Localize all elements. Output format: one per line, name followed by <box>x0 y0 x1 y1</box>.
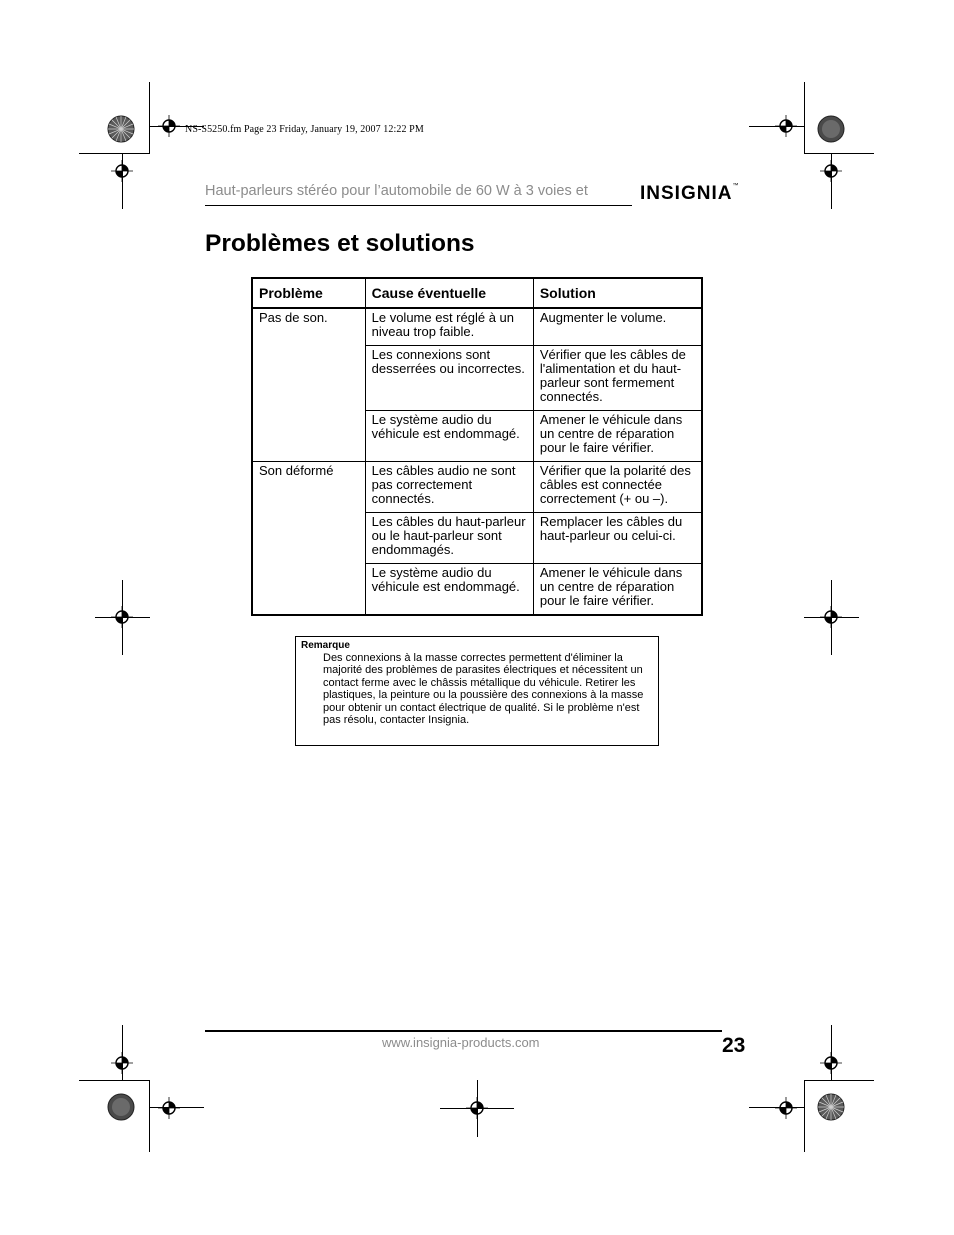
cause-cell: Le système audio du véhicule est endommagé. <box>365 564 533 616</box>
solution-cell: Vérifier que les câbles de l'alimentation et du haut-parleur sont fermement connectés. <box>533 346 702 411</box>
registration-target-icon <box>111 606 133 628</box>
footer-url: www.insignia-products.com <box>382 1035 540 1050</box>
registration-target-icon <box>775 1097 797 1119</box>
registration-target-icon <box>466 1097 488 1119</box>
column-header-cause: Cause éventuelle <box>365 278 533 308</box>
column-header-problem: Problème <box>252 278 365 308</box>
crop-line <box>804 82 805 154</box>
crop-line <box>804 153 874 154</box>
table-header-row <box>252 278 702 308</box>
page-number: 23 <box>722 1034 746 1057</box>
insignia-logo <box>640 183 738 205</box>
note-text: Des connexions à la masse correctes permettent d'éliminer la majorité des problèmes de parasites électriques et nécessitent un contact ferme avec le châssis métallique du véhicule. Retirer les plastiques, la peinture ou la poussière des connexions à la masse pour obtenir un contact électrique de qualité. Si le problème n'est pas résolu, contacter Insignia. <box>323 652 644 727</box>
registration-target-icon <box>820 160 842 182</box>
cause-cell: Les câbles audio ne sont pas correctement connectés. <box>365 462 533 513</box>
crop-line <box>804 1080 805 1152</box>
problem-cell: Pas de son. <box>252 308 365 462</box>
registration-target-icon <box>111 160 133 182</box>
print-rosette-icon <box>107 1093 135 1121</box>
column-header-solution: Solution <box>533 278 702 308</box>
registration-target-icon <box>158 1097 180 1119</box>
registration-target-icon <box>820 606 842 628</box>
running-header-title: Haut-parleurs stéréo pour l’automobile de 60 W à 3 voies et <box>205 183 588 199</box>
print-rosette-icon <box>817 115 845 143</box>
solution-cell: Amener le véhicule dans un centre de réparation pour le faire vérifier. <box>533 564 702 616</box>
crop-line <box>149 1080 150 1152</box>
registration-target-icon <box>158 115 180 137</box>
registration-target-icon <box>820 1052 842 1074</box>
registration-target-icon <box>111 1052 133 1074</box>
troubleshooting-table <box>251 277 703 616</box>
note-label: Remarque <box>301 640 350 651</box>
cause-cell: Le volume est réglé à un niveau trop faible. <box>365 308 533 346</box>
logo-text: INSIGNIA <box>640 183 733 204</box>
footer-rule <box>205 1030 722 1032</box>
print-rosette-icon <box>107 115 135 143</box>
cause-cell: Les câbles du haut-parleur ou le haut-parleur sont endommagés. <box>365 513 533 564</box>
header-rule <box>205 205 632 206</box>
solution-cell: Augmenter le volume. <box>533 308 702 346</box>
crop-line <box>79 153 149 154</box>
solution-cell: Remplacer les câbles du haut-parleur ou celui-ci. <box>533 513 702 564</box>
cause-cell: Le système audio du véhicule est endommagé. <box>365 411 533 462</box>
logo-trademark: ™ <box>732 183 739 189</box>
solution-cell: Amener le véhicule dans un centre de réparation pour le faire vérifier. <box>533 411 702 462</box>
crop-line <box>79 1080 149 1081</box>
print-rosette-icon <box>817 1093 845 1121</box>
page-title: Problèmes et solutions <box>205 230 475 257</box>
solution-cell: Vérifier que la polarité des câbles est connectée correctement (+ ou –). <box>533 462 702 513</box>
table-row <box>252 308 702 346</box>
print-slug: NS-S5250.fm Page 23 Friday, January 19, 2007 12:22 PM <box>185 124 424 135</box>
registration-target-icon <box>775 115 797 137</box>
table-row <box>252 462 702 513</box>
crop-line <box>149 82 150 154</box>
cause-cell: Les connexions sont desserrées ou incorrectes. <box>365 346 533 411</box>
crop-line <box>804 1080 874 1081</box>
problem-cell: Son déformé <box>252 462 365 616</box>
